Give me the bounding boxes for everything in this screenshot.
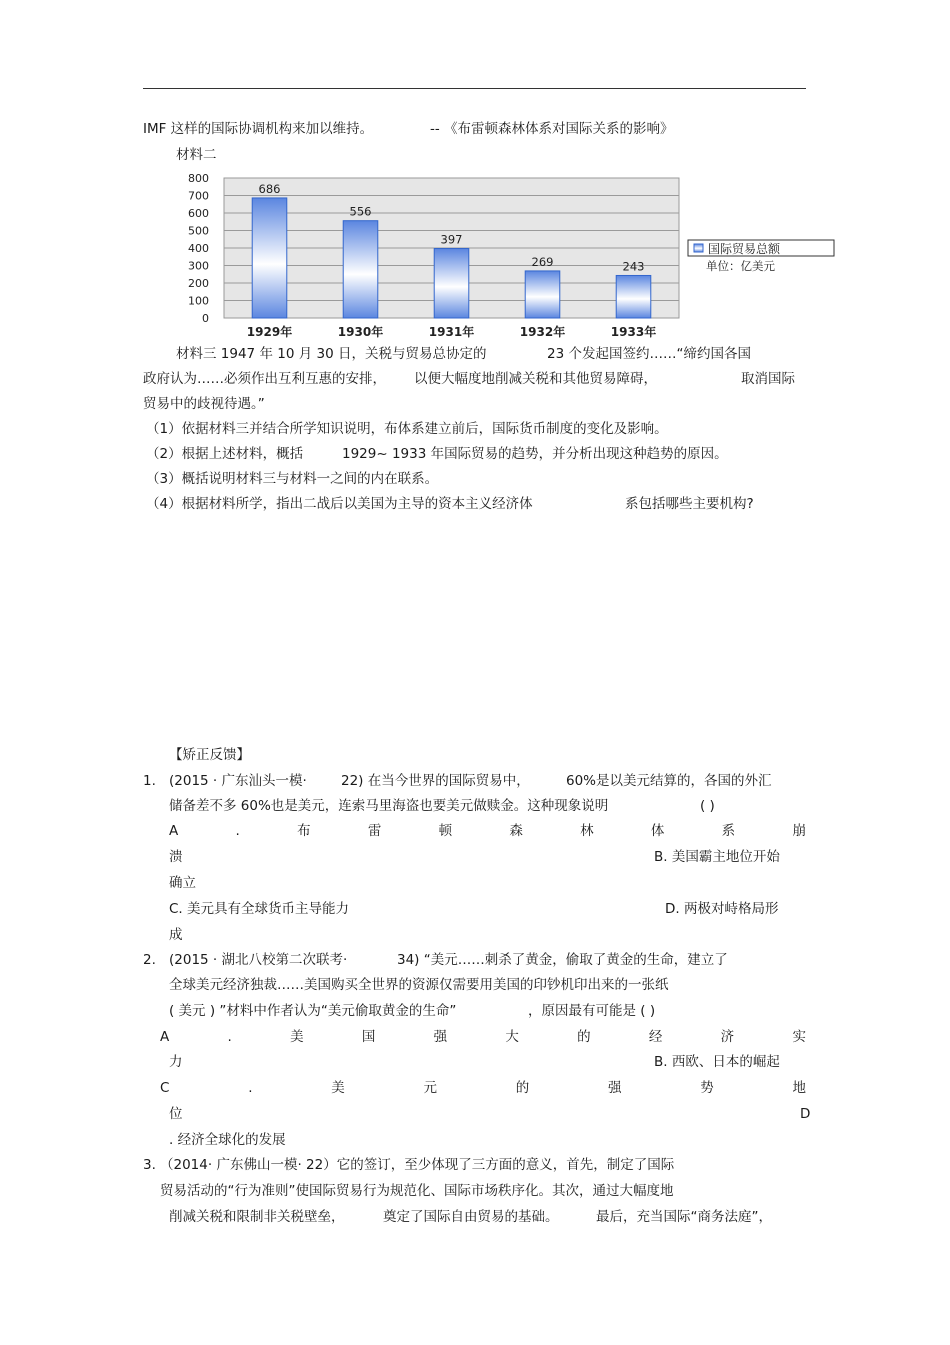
item1-option-b: B. 美国霸主地位开始 — [654, 849, 780, 865]
option-char: C — [160, 1080, 170, 1096]
option-char: 顿 — [438, 823, 453, 839]
bar-value-label: 556 — [349, 204, 372, 219]
item1-option-c: C. 美元具有全球货币主导能力 — [169, 901, 350, 917]
item1-line1c: 60%是以美元结算的，各国的外汇 — [566, 773, 772, 789]
x-tick-label: 1930年 — [337, 325, 384, 339]
y-tick-label: 400 — [188, 242, 209, 255]
intro-source: -- 《布雷顿森林体系对国际关系的影响》 — [430, 121, 674, 137]
item2-option-a — [160, 1028, 806, 1046]
x-tick-label: 1933年 — [610, 325, 657, 339]
option-char: . — [235, 823, 240, 839]
question-2b: 1929~ 1933 年国际贸易的趋势，并分析出现这种趋势的原因。 — [342, 446, 728, 462]
item3-line2: 贸易活动的“行为准则”使国际贸易行为规范化、国际市场秩序化。其次，通过大幅度地 — [160, 1183, 674, 1199]
bar — [252, 198, 287, 318]
option-char: 森 — [509, 823, 523, 839]
y-tick-label: 800 — [188, 172, 209, 185]
legend-label: 国际贸易总额 — [708, 242, 781, 256]
item2-line2: 全球美元经济独裁……美国购买全世界的资源仅需要用美国的印钞机印出来的一张纸 — [169, 977, 669, 993]
question-2a: （2）根据上述材料，概括 — [146, 446, 304, 462]
x-tick-label: 1932年 — [519, 325, 566, 339]
option-char: . — [227, 1029, 232, 1045]
option-char: 美 — [331, 1080, 345, 1096]
bar-value-label: 243 — [622, 259, 645, 274]
option-char: 布 — [297, 823, 311, 839]
option-char: 体 — [650, 823, 665, 839]
item2-option-a-wrap: 力 — [169, 1054, 183, 1070]
item3-line1: （2014· 广东佛山一模· 22）它的签订，至少体现了三方面的意义，首先，制定了国际 — [160, 1157, 675, 1173]
bar-value-label: 269 — [531, 254, 554, 269]
chart-svg — [176, 168, 840, 342]
trade-bar-chart — [176, 168, 840, 342]
option-char: 地 — [792, 1080, 806, 1096]
option-char: 雷 — [367, 823, 382, 839]
material3-line2b: 以便大幅度地削减关税和其他贸易障碍， — [414, 371, 657, 387]
item2-option-d-letter: D — [800, 1106, 811, 1122]
bar — [434, 249, 469, 318]
question-4b: 系包括哪些主要机构? — [625, 496, 754, 512]
item2-option-c — [160, 1079, 806, 1097]
question-4a: （4）根据材料所学，指出二战后以美国为主导的资本主义经济体 — [146, 496, 533, 512]
item1-option-d-wrap: 成 — [169, 927, 183, 943]
material3-line1a: 材料三 1947 年 10 月 30 日，关税与贸易总协定的 — [176, 346, 487, 362]
item1-line2a: 储备差不多 60%也是美元，连索马里海盗也要美元做赎金。这种现象说明 — [169, 798, 609, 814]
item2-line3a: ( 美元 ) ”材料中作者认为“美元偷取黄金的生命” — [169, 1003, 457, 1019]
item1-option-b-wrap: 确立 — [169, 875, 196, 891]
option-char: 林 — [580, 823, 594, 839]
unit-note: 单位：亿美元 — [706, 259, 775, 273]
bar — [343, 221, 378, 318]
item3-number: 3. — [143, 1157, 156, 1173]
header-rule — [143, 88, 806, 89]
bar — [525, 271, 560, 318]
y-tick-label: 100 — [188, 294, 209, 308]
y-tick-label: 600 — [188, 207, 209, 220]
bar — [616, 275, 651, 318]
question-1: （1）依据材料三并结合所学知识说明，布体系建立前后，国际货币制度的变化及影响。 — [146, 421, 668, 437]
item1-line1a: (2015 · 广东汕头一模· — [169, 773, 307, 789]
feedback-heading: 【矫正反馈】 — [169, 747, 250, 763]
item2-option-d: . 经济全球化的发展 — [169, 1132, 286, 1148]
option-char: 势 — [700, 1080, 714, 1096]
item2-option-b: B. 西欧、日本的崛起 — [654, 1054, 780, 1070]
item1-number: 1. — [143, 773, 156, 789]
item1-line2b: ( ) — [700, 798, 715, 814]
option-char: 国 — [361, 1029, 376, 1045]
option-char: A — [160, 1029, 170, 1045]
option-char: 大 — [505, 1029, 519, 1045]
option-char: A — [169, 823, 179, 839]
material3-line1b: 23 个发起国签约……“缔约国各国 — [547, 346, 751, 362]
intro-line: IMF 这样的国际协调机构来加以维持。 — [143, 121, 374, 137]
option-char: 元 — [423, 1080, 437, 1096]
material3-line2c: 取消国际 — [741, 371, 795, 387]
item3-line3a: 削减关税和限制非关税壁垒， — [169, 1209, 345, 1225]
option-char: 崩 — [792, 823, 806, 839]
y-tick-label: 0 — [202, 312, 209, 325]
item2-number: 2. — [143, 952, 156, 968]
option-char: 美 — [290, 1029, 304, 1045]
item2-option-c-wrap: 位 — [169, 1106, 183, 1122]
material3-line2a: 政府认为……必须作出互利互惠的安排， — [143, 371, 386, 387]
y-tick-label: 200 — [188, 277, 209, 290]
option-char: 实 — [792, 1029, 806, 1045]
item2-line1a: (2015 · 湖北八校第二次联考· — [169, 952, 348, 968]
option-char: . — [248, 1080, 253, 1096]
item2-line1b: 34) “美元……刺杀了黄金，偷取了黄金的生命，建立了 — [397, 952, 728, 968]
y-tick-label: 300 — [188, 259, 209, 273]
question-3: （3）概括说明材料三与材料一之间的内在联系。 — [146, 471, 439, 487]
legend-swatch — [694, 244, 703, 252]
x-tick-label: 1929年 — [246, 325, 293, 339]
material3-line3: 贸易中的歧视待遇。” — [143, 396, 265, 412]
bar-value-label: 397 — [440, 232, 463, 247]
option-char: 的 — [577, 1029, 591, 1045]
y-tick-label: 700 — [188, 189, 209, 203]
y-tick-labels — [188, 172, 209, 325]
option-char: 强 — [433, 1029, 448, 1045]
item3-line3c: 最后，充当国际“商务法庭”， — [596, 1209, 772, 1225]
option-char: 的 — [515, 1080, 530, 1096]
option-char: 强 — [607, 1080, 622, 1096]
y-tick-label: 500 — [188, 224, 209, 238]
item3-line3b: 奠定了国际自由贸易的基础。 — [383, 1209, 559, 1225]
bar-value-label: 686 — [258, 181, 281, 196]
item2-line3b: ，原因最有可能是 ( ) — [528, 1003, 656, 1019]
item1-option-d: D. 两极对峙格局形 — [665, 901, 779, 917]
x-tick-label: 1931年 — [428, 325, 475, 339]
item1-option-a-wrap: 溃 — [169, 849, 183, 865]
material2-label: 材料二 — [176, 147, 217, 163]
item1-option-a — [169, 822, 806, 840]
option-char: 经 — [648, 1029, 663, 1045]
option-char: 系 — [721, 823, 736, 839]
option-char: 济 — [720, 1029, 735, 1045]
item1-line1b: 22) 在当今世界的国际贸易中， — [341, 773, 530, 789]
